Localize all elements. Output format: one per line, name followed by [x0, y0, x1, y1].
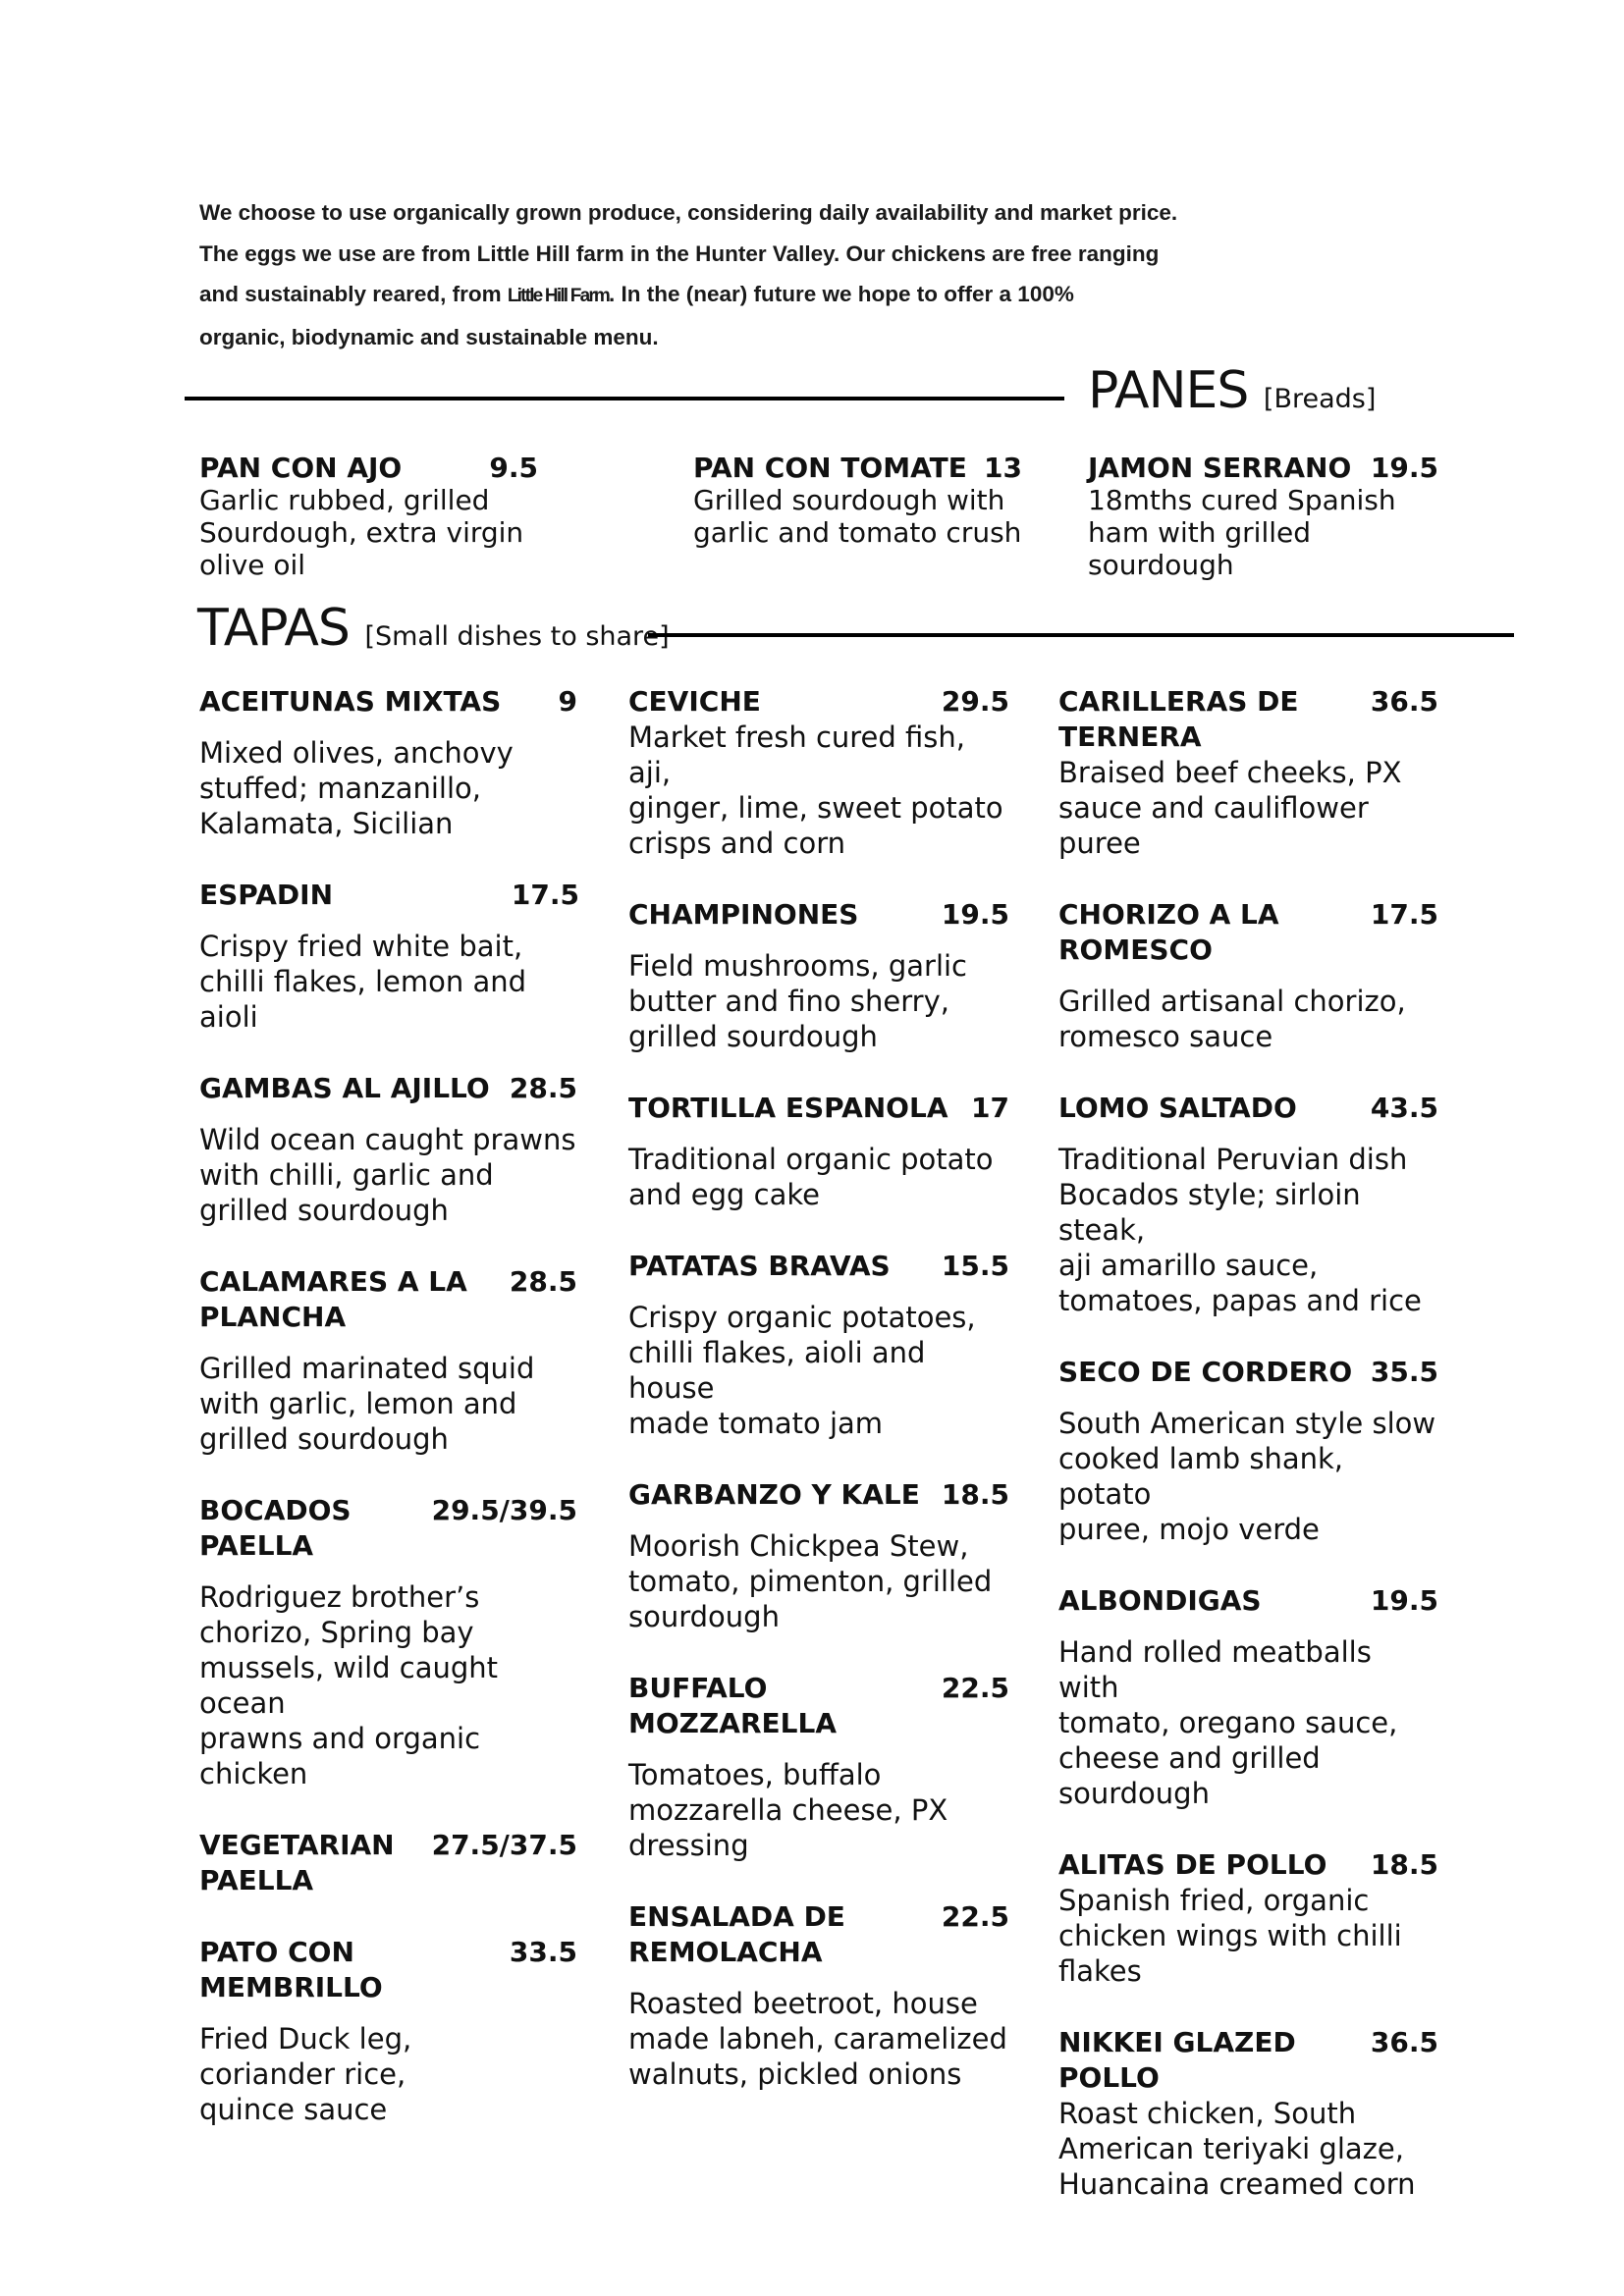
menu-item: [199, 1828, 577, 1898]
menu-item-name: CHAMPINONES: [628, 898, 859, 931]
tapas-title: TAPAS: [197, 599, 350, 658]
pane-item-price: 13: [984, 452, 1022, 484]
menu-item: [1058, 897, 1438, 1054]
menu-item-desc: Traditional Peruvian dish Bocados style; sirloin steak, aji amarillo sauce, tomatoes, papas and rice: [1058, 1143, 1422, 1317]
menu-item: [628, 1899, 1009, 2092]
menu-item-price: 36.5: [1370, 685, 1438, 718]
pane-item-name: JAMON SERRANO: [1088, 452, 1352, 484]
menu-item: [199, 878, 577, 1035]
menu-item-desc: Grilled marinated squid with garlic, lemon and grilled sourdough: [199, 1352, 535, 1456]
menu-item: [1058, 1091, 1438, 1318]
menu-item-name: GARBANZO Y KALE: [628, 1478, 920, 1511]
menu-item-price: 27.5/37.5: [431, 1829, 577, 1861]
menu-item-name: BOCADOS PAELLA: [199, 1494, 352, 1562]
menu-item-name: ALITAS DE POLLO: [1058, 1848, 1327, 1881]
menu-item-desc: Grilled artisanal chorizo, romesco sauce: [1058, 985, 1406, 1053]
tapas-heading: [197, 599, 670, 667]
menu-item-price: 17.5: [1370, 898, 1438, 931]
menu-item: [1058, 2025, 1438, 2202]
menu-item-name: TORTILLA ESPANOLA: [628, 1092, 948, 1124]
menu-item-price: 15.5: [941, 1250, 1009, 1282]
menu-item-name: BUFFALO MOZZARELLA: [628, 1672, 837, 1739]
pane-item-price: 19.5: [1370, 452, 1438, 484]
pane-item: [199, 452, 538, 581]
menu-item-desc: Crispy fried white bait, chilli flakes, lemon and aioli: [199, 930, 527, 1034]
menu-item-desc: Spanish fried, organic chicken wings with chilli flakes: [1058, 1884, 1402, 1988]
pane-item-desc: 18mths cured Spanish ham with grilled sourdough: [1088, 484, 1396, 581]
menu-item: [1058, 1847, 1438, 1989]
menu-item-price: 43.5: [1370, 1092, 1438, 1124]
intro-paragraph: [199, 192, 1279, 357]
menu-item: [628, 1671, 1009, 1863]
pane-item-price: 9.5: [489, 452, 538, 484]
tapas-column-3: [1058, 684, 1438, 2238]
menu-item-price: 18.5: [941, 1478, 1009, 1511]
menu-item-desc: Fried Duck leg, coriander rice, quince sauce: [199, 2022, 412, 2126]
menu-item-name: ALBONDIGAS: [1058, 1584, 1262, 1617]
menu-item-price: 18.5: [1370, 1848, 1438, 1881]
menu-item: [628, 1249, 1009, 1441]
menu-item-price: 22.5: [941, 1672, 1009, 1704]
menu-item-desc: Hand rolled meatballs with tomato, oregano sauce, cheese and grilled sourdough: [1058, 1635, 1398, 1810]
menu-item-desc: Rodriguez brother’s chorizo, Spring bay mussels, wild caught ocean prawns and organic chicken: [199, 1580, 499, 1790]
pane-item: [693, 452, 1022, 549]
menu-item-desc: Braised beef cheeks, PX sauce and cauliflower puree: [1058, 756, 1402, 860]
menu-item-name: PATO CON MEMBRILLO: [199, 1936, 383, 2003]
menu-item-price: 19.5: [941, 898, 1009, 931]
tapas-divider: [648, 633, 1514, 637]
menu-item: [1058, 1355, 1438, 1547]
menu-item-name: ESPADIN: [199, 879, 334, 911]
menu-item: [199, 1071, 577, 1228]
menu-item: [199, 1493, 577, 1791]
menu-item-price: 19.5: [1370, 1584, 1438, 1617]
menu-item-price: 17: [971, 1092, 1009, 1124]
menu-item-name: LOMO SALTADO: [1058, 1092, 1297, 1124]
menu-item-desc: Market fresh cured fish, aji, ginger, lime, sweet potato crisps and corn: [628, 721, 1003, 860]
menu-item-price: 35.5: [1370, 1356, 1438, 1388]
menu-item-price: 22.5: [941, 1900, 1009, 1933]
pane-item: [1088, 452, 1438, 581]
menu-item-name: ENSALADA DE REMOLACHA: [628, 1900, 845, 1968]
menu-item: [199, 684, 577, 841]
menu-item-desc: Crispy organic potatoes, chilli flakes, aioli and house made tomato jam: [628, 1301, 976, 1440]
menu-item-price: 33.5: [509, 1936, 577, 1968]
menu-item-desc: Mixed olives, anchovy stuffed; manzanillo, Kalamata, Sicilian: [199, 736, 514, 840]
menu-item-name: ACEITUNAS MIXTAS: [199, 685, 502, 718]
pane-item-desc: Garlic rubbed, grilled Sourdough, extra virgin olive oil: [199, 484, 524, 581]
menu-item-desc: Tomatoes, buffalo mozzarella cheese, PX dressing: [628, 1758, 948, 1862]
menu-item: [628, 684, 1009, 861]
menu-item-name: CEVICHE: [628, 685, 761, 718]
menu-item-price: 29.5: [941, 685, 1009, 718]
menu-item-name: NIKKEI GLAZED POLLO: [1058, 2026, 1296, 2094]
menu-item: [1058, 684, 1438, 861]
intro-text-end: . In the (near) future we hope to offer a 100% organic, biodynamic and sustainable menu.: [199, 282, 1074, 349]
menu-item-name: VEGETARIAN PAELLA: [199, 1829, 395, 1896]
menu-item-price: 29.5/39.5: [431, 1494, 577, 1526]
menu-item-name: SECO DE CORDERO: [1058, 1356, 1353, 1388]
panes-title: PANES: [1088, 361, 1249, 420]
panes-heading: [1088, 361, 1376, 429]
pane-item-name: PAN CON TOMATE: [693, 452, 967, 484]
menu-item-price: 28.5: [509, 1265, 577, 1298]
panes-divider: [185, 397, 1064, 400]
menu-item-price: 36.5: [1370, 2026, 1438, 2058]
menu-item-desc: Roasted beetroot, house made labneh, caramelized walnuts, pickled onions: [628, 1987, 1007, 2091]
intro-farm-name: Little Hill Farm: [507, 286, 610, 306]
menu-item-desc: Wild ocean caught prawns with chilli, garlic and grilled sourdough: [199, 1123, 576, 1227]
menu-item: [199, 1264, 577, 1457]
menu-item-price: 17.5: [511, 879, 579, 911]
panes-subtitle: [Breads]: [1263, 384, 1377, 414]
menu-item-name: PATATAS BRAVAS: [628, 1250, 891, 1282]
pane-item-name: PAN CON AJO: [199, 452, 403, 484]
tapas-column-1: [199, 684, 577, 2163]
tapas-column-2: [628, 684, 1009, 2128]
menu-item: [628, 1477, 1009, 1634]
menu-item: [628, 1091, 1009, 1212]
menu-item-name: CALAMARES A LA PLANCHA: [199, 1265, 467, 1333]
menu-item-name: GAMBAS AL AJILLO: [199, 1072, 490, 1104]
menu-item: [199, 1935, 577, 2127]
menu-item-price: 9: [558, 685, 577, 718]
menu-item: [1058, 1583, 1438, 1811]
menu-item-name: CARILLERAS DE TERNERA: [1058, 685, 1299, 753]
menu-item-desc: South American style slow cooked lamb shank, potato puree, mojo verde: [1058, 1407, 1436, 1546]
pane-item-desc: Grilled sourdough with garlic and tomato crush: [693, 484, 1022, 549]
tapas-subtitle: [Small dishes to share]: [364, 621, 670, 652]
menu-item-price: 28.5: [509, 1072, 577, 1104]
intro-text-start: We choose to use organically grown produce, considering daily availability and market price. The eggs we use are from Little Hill farm in the Hunter Valley. Our chickens are free ranging and sustainably reared, from: [199, 200, 1178, 306]
menu-item-desc: Field mushrooms, garlic butter and fino sherry, grilled sourdough: [628, 949, 967, 1053]
menu-item: [628, 897, 1009, 1054]
menu-item-name: CHORIZO A LA ROMESCO: [1058, 898, 1279, 966]
menu-item-desc: Roast chicken, South American teriyaki glaze, Huancaina creamed corn: [1058, 2097, 1416, 2201]
menu-item-desc: Moorish Chickpea Stew, tomato, pimenton, grilled sourdough: [628, 1529, 993, 1633]
menu-item-desc: Traditional organic potato and egg cake: [628, 1143, 994, 1211]
